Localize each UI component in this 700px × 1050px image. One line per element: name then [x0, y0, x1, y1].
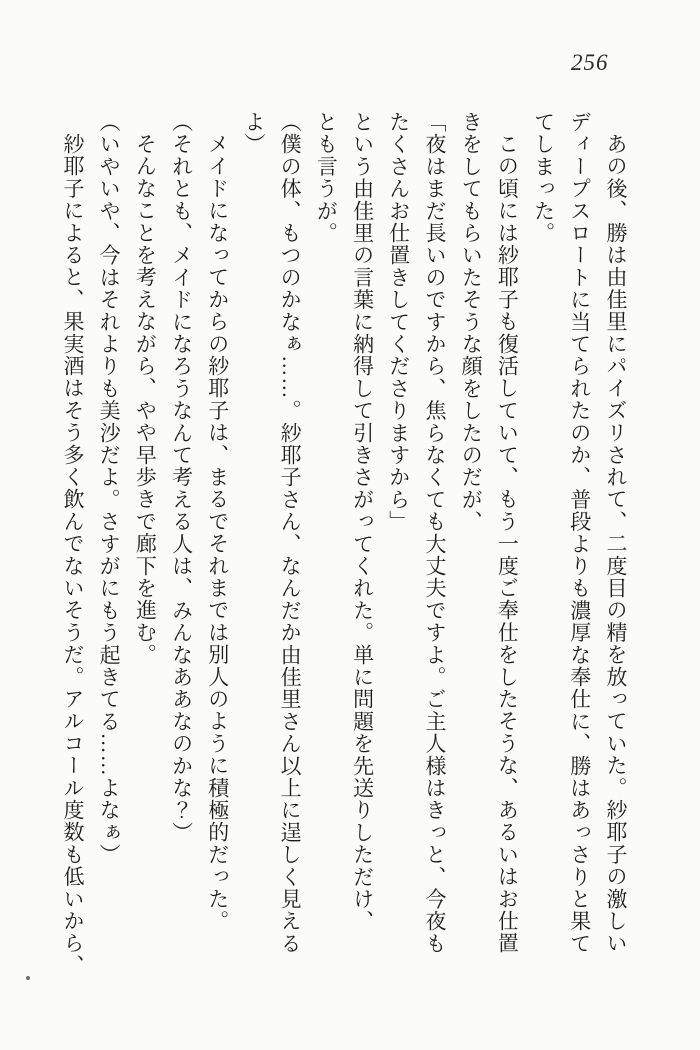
paragraph-10: （いやいや、今はそれよりも美沙だよ。さすがにもう起きてる……よなぁ） [97, 111, 122, 866]
paragraph-4: という由佳里の言葉に納得して引きさがってくれた。単に問題を先送りしただけ、 [350, 111, 375, 933]
paragraph-6: （僕の体、もつのかなぁ……。紗耶子さん、なんだか由佳里さん以上に逞しく見えるよ） [241, 111, 303, 955]
paragraph-9: そんなことを考えながら、やや早歩きで廊下を進む。 [133, 133, 158, 666]
scan-speck [26, 976, 30, 980]
paragraph-11: 紗耶子によると、果実酒はそう多く飲んでないそうだ。アルコール度数も低いから、 [60, 133, 85, 977]
paragraph-8: （それとも、メイドになろうなんて考える人は、みんなああなのかな？） [169, 111, 194, 844]
paragraph-3: 「夜はまだ長いのですから、焦らなくても大丈夫ですよ。ご主人様はきっと、今夜もたくさんお仕置きしてくださりますから」 [386, 111, 447, 955]
page-text [55, 111, 634, 977]
paragraph-1: あの後、勝は由佳里にパイズリされて、二度目の精を放っていた。紗耶子の激しいディープスロートに当てられたのか、普段よりも濃厚な奉仕に、勝はあっさりと果ててしまった。 [531, 111, 628, 955]
page-number: 256 [571, 50, 609, 75]
paragraph-7: メイドになってからの紗耶子は、まるでそれまでは別人のように積極的だった。 [205, 133, 230, 933]
paragraph-2: この頃には紗耶子も復活していて、もう一度ご奉仕をしたそうな、あるいはお仕置きをしてもらいたそうな顔をしたのだが、 [459, 111, 520, 955]
paragraph-5: とも言うが。 [314, 111, 339, 245]
